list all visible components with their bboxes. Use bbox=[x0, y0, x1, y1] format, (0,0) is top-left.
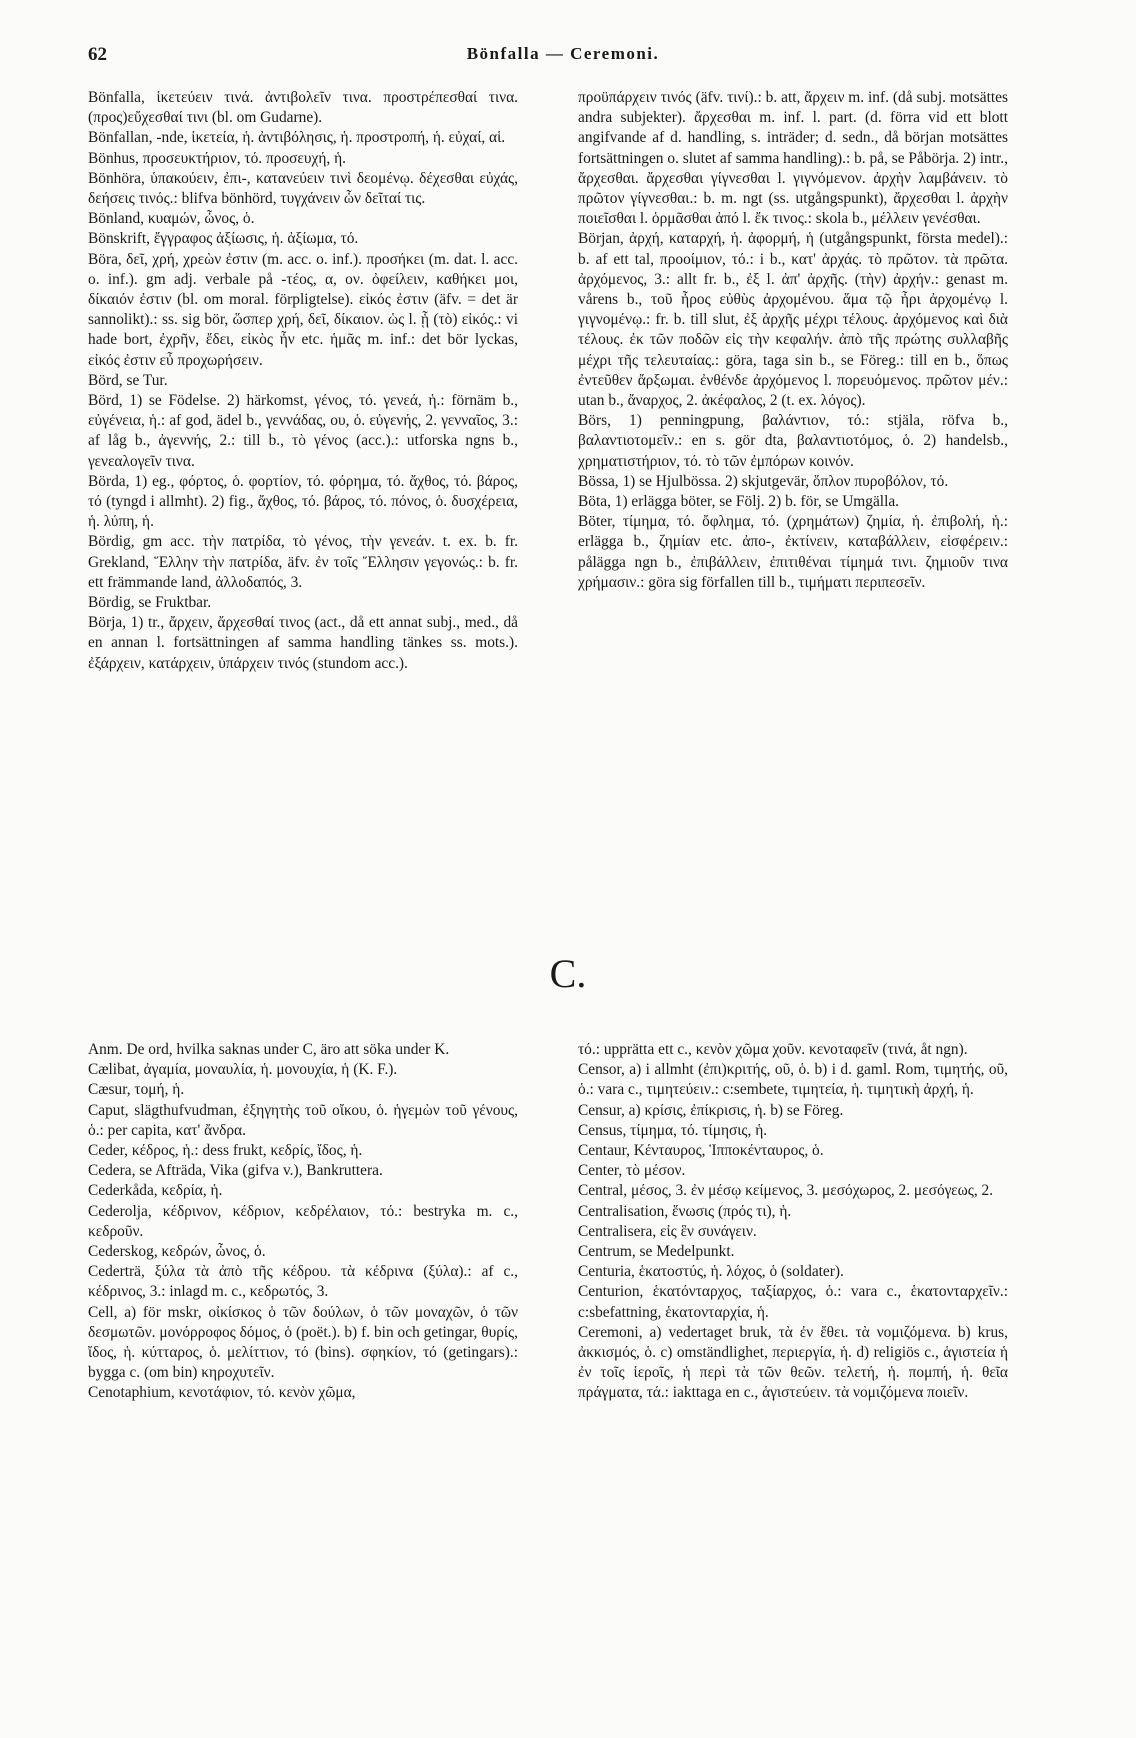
dictionary-entry: Census, τίμημα, τό. τίμησις, ἡ. bbox=[578, 1121, 768, 1139]
column-lower-left bbox=[88, 1040, 518, 1404]
dictionary-entry: Börd, 1) se Födelse. 2) härkomst, γένος, τό. γενεά, ἡ.: förnäm b., εὐγένεια, ἡ.: af god, ädel b., γεννάδας, ου, ὁ. εὐγενής, 2. γενναῖος, 3.: af låg b., ἀγεννής, 2.: till b., τὸ γένος (acc.).: utforska ngns b., γενεαλογεῖν τινα. bbox=[88, 392, 518, 470]
dictionary-entry: Bönhöra, ὑπακούειν, ἐπι-, κατανεύειν τινὶ δεομένῳ. δέχεσθαι εὐχάς, δεήσεις τινός.: blifva bönhörd, τυγχάνειν ὧν δεῖταί τις. bbox=[88, 169, 518, 208]
dictionary-entry: Ceremoni, a) vedertaget bruk, τὰ ἐν ἔθει. τὰ νομιζόμενα. b) krus, ἀκκισμός, ὁ. c) omständlighet, περιεργία, ἡ. d) religiös c., ἁγιστεία ἡ ἐν τοῖς ἱεροῖς, ἡ περὶ τὰ τῶν θεῶν. τελετή, ἡ. πομπή, ἡ. θεῖα πράγματα, τά.: iakttaga en c., ἁγιστεύειν. τὰ νομιζόμενα ποιεῖν. bbox=[578, 1323, 1008, 1402]
section-letter: C. bbox=[549, 951, 587, 996]
dictionary-entry: Ceder, κέδρος, ἡ.: dess frukt, κεδρίς, ἴδος, ἡ. bbox=[88, 1142, 363, 1160]
dictionary-entry: Böta, 1) erlägga böter, se Följ. 2) b. för, se Umgälla. bbox=[578, 493, 900, 511]
running-head: Bönfalla — Ceremoni. bbox=[466, 44, 660, 63]
dictionary-entry: Bördig, se Fruktbar. bbox=[88, 594, 212, 612]
dictionary-entry: Centralisera, εἰς ἓν συνάγειν. bbox=[578, 1222, 757, 1240]
dictionary-entry: Cederträ, ξύλα τὰ ἀπὸ τῆς κέδρου. τὰ κέδρινα (ξύλα).: af c., κέδρινος, 3.: inlagd m. c., κεδρωτός, 3. bbox=[88, 1263, 518, 1301]
dictionary-entry: Cælibat, ἀγαμία, μοναυλία, ἡ. μονουχία, ἡ (K. F.). bbox=[88, 1061, 398, 1079]
column-upper-right bbox=[578, 88, 1008, 593]
dictionary-entry: Böra, δεῖ, χρή, χρεὼν ἐστιν (m. acc. o. inf.). προσήκει (m. dat. l. acc. o. inf.). gm adj. verbale på -τέος, α, ον. ὀφείλειν, καθήκει μοι, δίκαιόν ἐστιν (bl. om moral. förpligtelse). εἰκός ἐστιν (äfv. = det är sannolikt).: ss. sig bör, ὥσπερ χρή, δεῖ, δίκαιον. ὡς l. ᾗ (τὸ) εἰκός.: vi hade bort, ἐχρῆν, ἔδει, εἰκὸς ἦν etc. ἡμᾶς m. inf.: det bör lyckas, εἰκός ἐστιν εὖ προχωρήσειν. bbox=[88, 250, 518, 369]
dictionary-entry: Cæsur, τομή, ἡ. bbox=[88, 1081, 185, 1099]
page-header bbox=[88, 44, 1038, 72]
dictionary-entry: προϋπάρχειν τινός (äfv. τινί).: b. att, ἄρχειν m. inf. (då subj. motsättes andra subjekter). ἄρχεσθαι m. inf. l. part. (d. förra vid ett blott angifvande af d. handling, s. inträder; d. sedn., då början motsättes fortsättningen o. slutet af samma handling).: b. på, se Påbörja. 2) intr., ἄρχεσθαι. ἄρχεσθαι γίγνεσθαι l. γιγνόμενον. ἀρχὴν λαμβάνειν. τὸ πρῶτον γίγνεσθαι.: b. m. ngt (ss. utgångspunkt), ἄρχεσθαι l. ἀρχὴν ποιεῖσθαι l. ὁρμᾶσθαι ἀπό l. ἔκ τινος.: skola b., μέλλειν γενέσθαι. bbox=[578, 89, 1008, 228]
dictionary-entry: Centrum, se Medelpunkt. bbox=[578, 1243, 735, 1261]
dictionary-entry: Bönhus, προσευκτήριον, τό. προσευχή, ἡ. bbox=[88, 149, 346, 167]
dictionary-entry: Centaur, Κένταυρος, Ἱπποκένταυρος, ὁ. bbox=[578, 1142, 824, 1160]
dictionary-entry: Bönskrift, ἔγγραφος ἀξίωσις, ἡ. ἀξίωμα, τό. bbox=[88, 230, 359, 248]
dictionary-entry: Centurion, ἑκατόνταρχος, ταξίαρχος, ὁ.: vara c., ἑκατονταρχεῖν.: c:sbefattning, ἑκατονταρχία, ἡ. bbox=[578, 1283, 1008, 1321]
dictionary-entry: Cedera, se Afträda, Vika (gifva v.), Bankruttera. bbox=[88, 1162, 383, 1180]
dictionary-entry: Börs, 1) penningpung, βαλάντιον, τό.: stjäla, röfva b., βαλαντιοτομεῖν.: en s. gör dta, βαλαντιοτόμος, ὁ. 2) handelsb., χρηματιστήριον, τό. τὸ τῶν ἐμπόρων κοινόν. bbox=[578, 412, 1008, 470]
dictionary-entry: τό.: upprätta ett c., κενὸν χῶμα χοῦν. κενοταφεῖν (τινά, åt ngn). bbox=[578, 1041, 968, 1058]
dictionary-entry: Böter, τίμημα, τό. ὄφλημα, τό. (χρημάτων) ζημία, ἡ. ἐπιβολή, ἡ.: erlägga b., ζημίαν etc. ἀπο-, ἐκτίνειν, καταβάλλειν, εἰσφέρειν.: pålägga ngn b., ἐπιβάλλειν, ἐπιτιθέναι τίμημά τινι. ζημιοῦν τινα χρήμασιν.: göra sig förfallen till b., τιμήματι περιπεσεῖν. bbox=[578, 513, 1008, 591]
dictionary-entry: Börja, 1) tr., ἄρχειν, ἄρχεσθαί τινος (act., då ett annat subj., med., då en annan l. fortsättningen af samma handling tänkes ss. mots.). ἐξάρχειν, κατάρχειν, ὑπάρχειν τινός (stundom acc.). bbox=[88, 614, 518, 672]
dictionary-entry: Bössa, 1) se Hjulbössa. 2) skjutgevär, ὅπλον πυροβόλον, τό. bbox=[578, 472, 949, 490]
dictionary-entry: Börd, se Tur. bbox=[88, 371, 168, 389]
dictionary-entry: Censor, a) i allmht (ἐπι)κριτής, οῦ, ὁ. b) i d. gaml. Rom, τιμητής, οῦ, ὁ.: vara c., τιμητεύειν.: c:sembete, τιμητεία, ἡ. τιμητικὴ ἀρχή, ἡ. bbox=[578, 1061, 1008, 1099]
dictionary-entry: Centuria, ἑκατοστύς, ἡ. λόχος, ὁ (soldater). bbox=[578, 1263, 844, 1281]
dictionary-entry: Center, τὸ μέσον. bbox=[578, 1162, 686, 1180]
dictionary-entry: Centralisation, ἕνωσις (πρός τι), ἡ. bbox=[578, 1202, 792, 1220]
dictionary-entry: Bördig, gm acc. τὴν πατρίδα, τὸ γένος, τὴν γενεάν. t. ex. b. fr. Grekland, Ἕλλην τὴν πατρίδα, äfv. ἐν τοῖς Ἕλλησιν γεγονώς.: b. fr. ett främmande land, ἀλλοδαπός, 3. bbox=[88, 533, 518, 591]
dictionary-entry: Bönfallan, -nde, ἱκετεία, ἡ. ἀντιβόλησις, ἡ. προστροπή, ἡ. εὐχαί, αἱ. bbox=[88, 129, 506, 147]
column-upper-left bbox=[88, 88, 518, 674]
dictionary-entry: Bönland, κυαμών, ὦνος, ὁ. bbox=[88, 210, 255, 228]
dictionary-entry: Cenotaphium, κενοτάφιον, τό. κενὸν χῶμα, bbox=[88, 1384, 356, 1402]
dictionary-entry: Cell, a) för mskr, οἰκίσκος ὁ τῶν δούλων, ὁ τῶν μοναχῶν, ὁ τῶν δεσμωτῶν. μονόρροφος δόμος, ὁ (poët.). b) f. bin och getingar, θυρίς, ἴδος, ἡ. κύτταρος, ὁ. μελίττιον, τό (bins). σφηκίον, τό (getingars).: bygga c. (om bin) κηροχυτεῖν. bbox=[88, 1303, 518, 1382]
column-lower-right bbox=[578, 1040, 1008, 1404]
dictionary-entry: Börda, 1) eg., φόρτος, ὁ. φορτίον, τό. φόρημα, τό. ἄχθος, τό. βάρος, τό (tyngd i allmht). 2) fig., ἄχθος, τό. βάρος, τό. πόνος, ὁ. δυσχέρεια, ἡ. λύπη, ἡ. bbox=[88, 472, 518, 531]
dictionary-entry: Caput, slägthufvudman, ἐξηγητὴς τοῦ οἴκου, ὁ. ἡγεμὼν τοῦ γένους, ὁ.: per capita, κατ' ἄνδρα. bbox=[88, 1101, 518, 1139]
dictionary-entry: Cederolja, κέδρινον, κέδριον, κεδρέλαιον, τό.: bestryka m. c., κεδροῦν. bbox=[88, 1202, 518, 1240]
dictionary-entry: Central, μέσος, 3. ἐν μέσῳ κείμενος, 3. μεσόχωρος, 2. μεσόγεως, 2. bbox=[578, 1182, 994, 1200]
page-number: 62 bbox=[88, 44, 107, 65]
dictionary-entry: Början, ἀρχή, καταρχή, ἡ. ἀφορμή, ἡ (utgångspunkt, första medel).: b. af ett tal, προοίμιον, τό.: i b., κατ' ἀρχάς. τὸ πρῶτον. τὰ πρῶτα. ἀρχόμενος, 3.: allt fr. b., ἐξ l. ἀπ' ἀρχῆς. (τὴν) ἀρχήν.: genast m. vårens b., τοῦ ἦρος εὐθὺς ἀρχομένου. ἅμα τῷ ἦρι ἀρχομένῳ l. γιγνομένῳ.: fr. b. till slut, ἐξ ἀρχῆς μέχρι τέλους. ἀρχόμενος καὶ διὰ τέλους. ἐκ τῶν ποδῶν εἰς τὴν κεφαλήν. ἀπὸ τῆς πρώτης συλλαβῆς μέχρι τῆς τελευταίας.: göra, taga sin b., se Föreg.: till en b., ὅπως ἐντεῦθεν ἄρξωμαι. ἐνθένδε ἀρχόμενος l. πορευόμενος. πρῶτον μέν.: utan b., ἄναρχος, 2. ἀκέφαλος, 2 (t. ex. λόγος). bbox=[578, 230, 1008, 410]
dictionary-entry: Censur, a) κρίσις, ἐπίκρισις, ἡ. b) se Föreg. bbox=[578, 1101, 844, 1119]
dictionary-entry: Cederkåda, κεδρία, ἡ. bbox=[88, 1182, 223, 1200]
dictionary-entry: Anm. De ord, hvilka saknas under C, äro att söka under K. bbox=[88, 1041, 450, 1058]
dictionary-entry: Bönfalla, ἱκετεύειν τινά. ἀντιβολεῖν τινα. προστρέπεσθαί τινα. (προς)εὔχεσθαί τινι (bl. om Gudarne). bbox=[88, 89, 518, 127]
dictionary-entry: Cederskog, κεδρών, ὦνος, ὁ. bbox=[88, 1243, 266, 1261]
